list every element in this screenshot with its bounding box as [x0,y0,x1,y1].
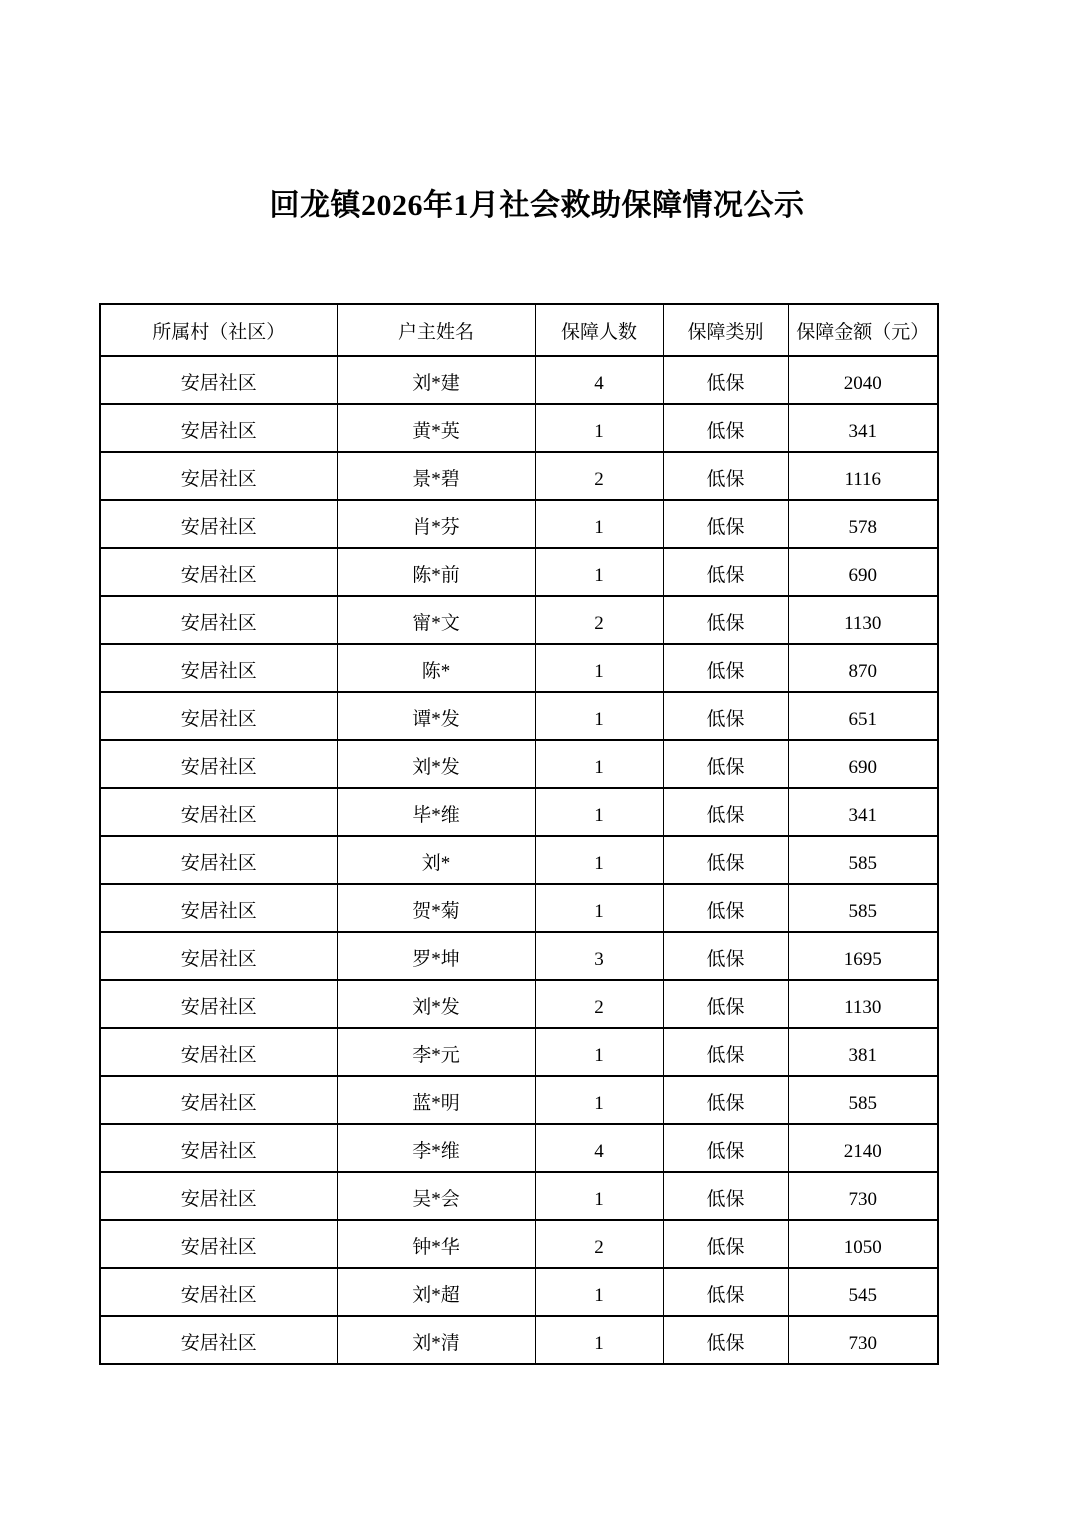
column-header: 户主姓名 [337,304,535,356]
table-cell: 低保 [663,500,788,548]
table-cell: 陈*前 [337,548,535,596]
assistance-table [99,303,939,1365]
table-cell: 690 [788,548,938,596]
table-cell: 2040 [788,356,938,404]
table-cell: 安居社区 [100,404,337,452]
table-row [100,596,938,644]
table-cell: 1 [535,1028,663,1076]
table-cell: 341 [788,404,938,452]
page-title: 回龙镇2026年1月社会救助保障情况公示 [269,189,805,222]
table-row [100,788,938,836]
table-cell: 低保 [663,1124,788,1172]
table-cell: 刘*清 [337,1316,535,1364]
table-cell: 刘*发 [337,740,535,788]
table-row [100,932,938,980]
table-row [100,692,938,740]
table-cell: 低保 [663,932,788,980]
table-cell: 低保 [663,1076,788,1124]
table-cell: 刘*超 [337,1268,535,1316]
table-cell: 2 [535,452,663,500]
table-cell: 低保 [663,356,788,404]
table-cell: 578 [788,500,938,548]
table-cell: 4 [535,1124,663,1172]
table-cell: 贺*菊 [337,884,535,932]
table-cell: 罗*坤 [337,932,535,980]
table-cell: 李*元 [337,1028,535,1076]
table-cell: 1 [535,644,663,692]
table-cell: 1 [535,1268,663,1316]
table-cell: 低保 [663,1172,788,1220]
table-cell: 低保 [663,740,788,788]
table-cell: 1130 [788,980,938,1028]
column-header: 保障类别 [663,304,788,356]
table-cell: 1050 [788,1220,938,1268]
table-cell: 安居社区 [100,1316,337,1364]
table-cell: 低保 [663,692,788,740]
table-cell: 低保 [663,1028,788,1076]
table-cell: 低保 [663,1220,788,1268]
table-cell: 低保 [663,1316,788,1364]
table-cell: 安居社区 [100,692,337,740]
table-row [100,1028,938,1076]
table-row [100,500,938,548]
table-cell: 安居社区 [100,932,337,980]
table-cell: 刘*建 [337,356,535,404]
table-cell: 陈* [337,644,535,692]
table-cell: 2 [535,980,663,1028]
table-row [100,1268,938,1316]
table-cell: 1 [535,884,663,932]
table-cell: 安居社区 [100,356,337,404]
table-cell: 低保 [663,980,788,1028]
table-cell: 安居社区 [100,1172,337,1220]
table-cell: 1 [535,740,663,788]
table-row [100,980,938,1028]
column-header: 所属村（社区） [100,304,337,356]
table-cell: 安居社区 [100,500,337,548]
table-row [100,548,938,596]
table-cell: 李*维 [337,1124,535,1172]
table-cell: 1 [535,1172,663,1220]
table-cell: 安居社区 [100,836,337,884]
table-cell: 1695 [788,932,938,980]
table-cell: 甯*文 [337,596,535,644]
table-cell: 1 [535,788,663,836]
table-cell: 安居社区 [100,740,337,788]
table-cell: 2 [535,596,663,644]
table-cell: 谭*发 [337,692,535,740]
table-header [100,304,938,356]
table-cell: 1 [535,404,663,452]
table-cell: 低保 [663,452,788,500]
table-cell: 690 [788,740,938,788]
table-row [100,1316,938,1364]
table-row [100,740,938,788]
table-cell: 651 [788,692,938,740]
table-row [100,452,938,500]
table-cell: 安居社区 [100,548,337,596]
table-cell: 341 [788,788,938,836]
table-cell: 低保 [663,884,788,932]
table-cell: 1 [535,1316,663,1364]
table-row [100,1172,938,1220]
table-cell: 4 [535,356,663,404]
table-cell: 1 [535,548,663,596]
table-cell: 2 [535,1220,663,1268]
column-header: 保障人数 [535,304,663,356]
table-body [100,356,938,1364]
table-cell: 刘*发 [337,980,535,1028]
table-cell: 低保 [663,788,788,836]
table-cell: 585 [788,836,938,884]
table-row [100,1124,938,1172]
table-cell: 585 [788,884,938,932]
table-cell: 低保 [663,548,788,596]
table-cell: 1 [535,836,663,884]
table-row [100,644,938,692]
table-cell: 毕*维 [337,788,535,836]
table-cell: 吴*会 [337,1172,535,1220]
table-cell: 1 [535,500,663,548]
table-cell: 3 [535,932,663,980]
table-cell: 低保 [663,644,788,692]
table-cell: 381 [788,1028,938,1076]
header-row [100,304,938,356]
table-cell: 安居社区 [100,644,337,692]
table-row [100,1076,938,1124]
table-cell: 安居社区 [100,596,337,644]
table-cell: 安居社区 [100,884,337,932]
table-row [100,404,938,452]
table-cell: 安居社区 [100,1220,337,1268]
table-cell: 585 [788,1076,938,1124]
table-cell: 730 [788,1172,938,1220]
table-cell: 钟*华 [337,1220,535,1268]
table-cell: 低保 [663,404,788,452]
table-cell: 安居社区 [100,452,337,500]
table-cell: 870 [788,644,938,692]
table-cell: 1116 [788,452,938,500]
table-row [100,836,938,884]
table-row [100,356,938,404]
table-cell: 刘* [337,836,535,884]
table-cell: 安居社区 [100,1028,337,1076]
table-row [100,1220,938,1268]
table-cell: 2140 [788,1124,938,1172]
table-cell: 低保 [663,1268,788,1316]
table-cell: 1 [535,692,663,740]
table-cell: 545 [788,1268,938,1316]
table-cell: 1130 [788,596,938,644]
table-row [100,884,938,932]
column-header: 保障金额（元） [788,304,938,356]
table-cell: 黄*英 [337,404,535,452]
table-cell: 景*碧 [337,452,535,500]
table-cell: 1 [535,1076,663,1124]
table-cell: 低保 [663,596,788,644]
table-cell: 安居社区 [100,788,337,836]
table-cell: 安居社区 [100,1124,337,1172]
table-cell: 730 [788,1316,938,1364]
table-cell: 安居社区 [100,980,337,1028]
table-cell: 肖*芬 [337,500,535,548]
table-cell: 安居社区 [100,1076,337,1124]
table-cell: 安居社区 [100,1268,337,1316]
table-cell: 蓝*明 [337,1076,535,1124]
table-cell: 低保 [663,836,788,884]
